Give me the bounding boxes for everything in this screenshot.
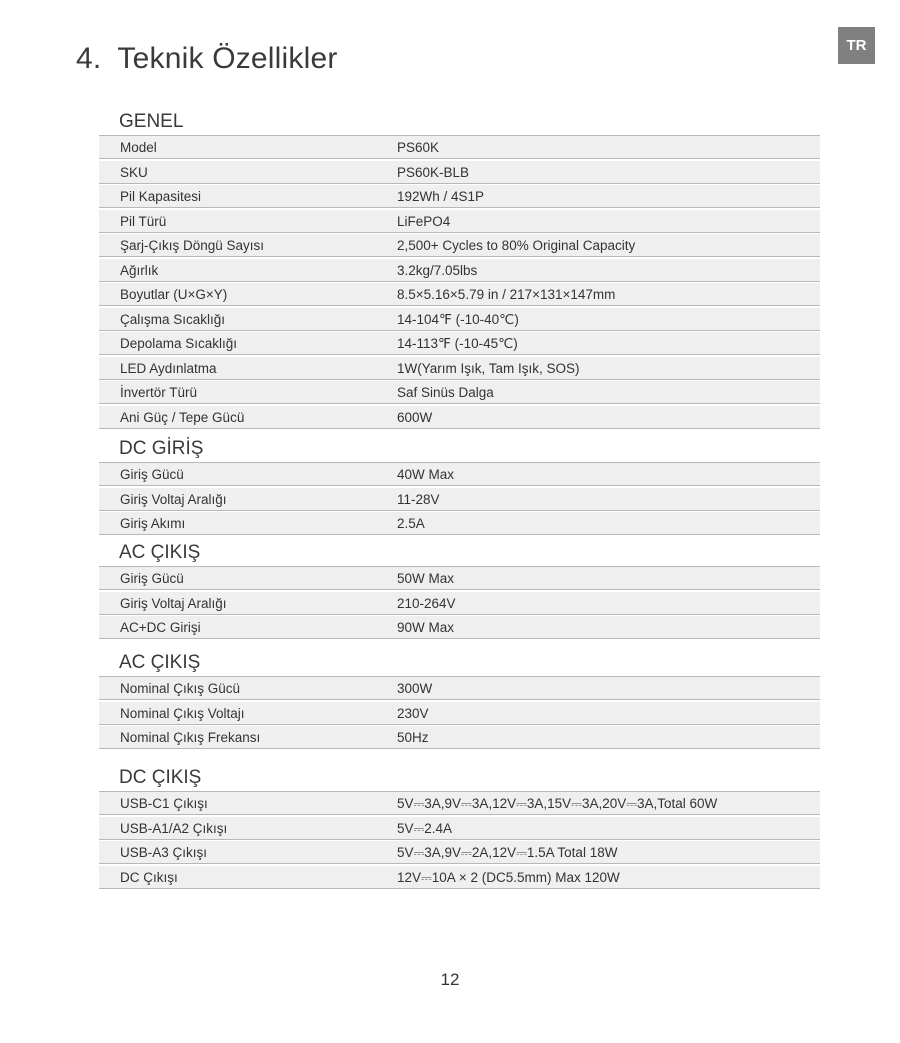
spec-value: 8.5×5.16×5.79 in / 217×131×147mm bbox=[391, 283, 820, 305]
spec-label: Pil Kapasitesi bbox=[99, 185, 384, 207]
spec-value: PS60K-BLB bbox=[391, 161, 820, 183]
spec-value: LiFePO4 bbox=[391, 210, 820, 232]
spec-value: PS60K bbox=[391, 136, 820, 158]
spec-row bbox=[99, 726, 820, 749]
language-badge: TR bbox=[838, 27, 875, 64]
spec-label: USB-C1 Çıkışı bbox=[99, 792, 384, 814]
spec-row bbox=[99, 512, 820, 535]
spec-row bbox=[99, 702, 820, 725]
spec-row bbox=[99, 866, 820, 889]
spec-row bbox=[99, 185, 820, 208]
spec-value: 14-113℉ (-10-45℃) bbox=[391, 332, 820, 354]
spec-row bbox=[99, 462, 820, 486]
spec-row bbox=[99, 283, 820, 306]
spec-row bbox=[99, 135, 820, 159]
section-dc-input bbox=[99, 436, 820, 537]
section-heading: GENEL bbox=[119, 111, 184, 132]
spec-label: Nominal Çıkış Gücü bbox=[99, 677, 384, 699]
section-title-text: Teknik Özellikler bbox=[117, 42, 338, 75]
spec-value: 50Hz bbox=[391, 726, 820, 748]
spec-row bbox=[99, 841, 820, 864]
spec-value: 3.2kg/7.05lbs bbox=[391, 259, 820, 281]
spec-row bbox=[99, 259, 820, 282]
spec-label: Nominal Çıkış Voltajı bbox=[99, 702, 384, 724]
spec-row bbox=[99, 616, 820, 639]
spec-label: DC Çıkışı bbox=[99, 866, 384, 888]
spec-value: 12V⎓10A × 2 (DC5.5mm) Max 120W bbox=[391, 866, 820, 888]
spec-value: 1W(Yarım Işık, Tam Işık, SOS) bbox=[391, 357, 820, 379]
spec-value: 192Wh / 4S1P bbox=[391, 185, 820, 207]
spec-row bbox=[99, 791, 820, 815]
spec-label: Ağırlık bbox=[99, 259, 384, 281]
spec-row bbox=[99, 566, 820, 590]
spec-row bbox=[99, 592, 820, 615]
spec-value: 50W Max bbox=[391, 567, 820, 589]
spec-label: Giriş Gücü bbox=[99, 463, 384, 485]
spec-label: Giriş Voltaj Aralığı bbox=[99, 488, 384, 510]
spec-value: 300W bbox=[391, 677, 820, 699]
section-heading: AC ÇIKIŞ bbox=[119, 652, 201, 673]
section-dc-output bbox=[99, 765, 820, 890]
spec-label: Giriş Akımı bbox=[99, 512, 384, 534]
spec-value: 14-104℉ (-10-40℃) bbox=[391, 308, 820, 330]
spec-value: 5V⎓3A,9V⎓3A,12V⎓3A,15V⎓3A,20V⎓3A,Total 60W bbox=[391, 792, 820, 814]
spec-row bbox=[99, 332, 820, 355]
section-heading: DC GİRİŞ bbox=[119, 438, 204, 459]
section-general bbox=[99, 109, 820, 430]
page-number: 12 bbox=[440, 970, 460, 989]
section-ac-output-input bbox=[99, 540, 820, 641]
spec-label: USB-A1/A2 Çıkışı bbox=[99, 817, 384, 839]
section-heading: DC ÇIKIŞ bbox=[119, 767, 202, 788]
spec-value: 2,500+ Cycles to 80% Original Capacity bbox=[391, 234, 820, 256]
spec-label: İnvertör Türü bbox=[99, 381, 384, 403]
spec-row bbox=[99, 234, 820, 257]
spec-label: Pil Türü bbox=[99, 210, 384, 232]
spec-label: AC+DC Girişi bbox=[99, 616, 384, 638]
spec-value: 210-264V bbox=[391, 592, 820, 614]
spec-row bbox=[99, 488, 820, 511]
spec-row bbox=[99, 381, 820, 404]
spec-value: 230V bbox=[391, 702, 820, 724]
spec-value: 11-28V bbox=[391, 488, 820, 510]
spec-value: Saf Sinüs Dalga bbox=[391, 381, 820, 403]
spec-row bbox=[99, 210, 820, 233]
spec-label: Şarj-Çıkış Döngü Sayısı bbox=[99, 234, 384, 256]
spec-value: 2.5A bbox=[391, 512, 820, 534]
spec-value: 90W Max bbox=[391, 616, 820, 638]
spec-label: Depolama Sıcaklığı bbox=[99, 332, 384, 354]
page-title bbox=[76, 42, 338, 76]
spec-value: 600W bbox=[391, 406, 820, 428]
spec-label: Nominal Çıkış Frekansı bbox=[99, 726, 384, 748]
spec-label: Boyutlar (U×G×Y) bbox=[99, 283, 384, 305]
spec-row bbox=[99, 357, 820, 380]
spec-label: Ani Güç / Tepe Gücü bbox=[99, 406, 384, 428]
section-ac-output bbox=[99, 650, 820, 751]
spec-label: SKU bbox=[99, 161, 384, 183]
spec-value: 5V⎓2.4A bbox=[391, 817, 820, 839]
section-number: 4. bbox=[76, 42, 102, 75]
spec-row bbox=[99, 817, 820, 840]
section-heading: AC ÇIKIŞ bbox=[119, 542, 201, 563]
spec-row bbox=[99, 308, 820, 331]
spec-label: LED Aydınlatma bbox=[99, 357, 384, 379]
spec-value: 40W Max bbox=[391, 463, 820, 485]
spec-label: Çalışma Sıcaklığı bbox=[99, 308, 384, 330]
spec-label: USB-A3 Çıkışı bbox=[99, 841, 384, 863]
spec-row bbox=[99, 406, 820, 429]
spec-label: Giriş Voltaj Aralığı bbox=[99, 592, 384, 614]
spec-label: Model bbox=[99, 136, 384, 158]
spec-row bbox=[99, 676, 820, 700]
spec-label: Giriş Gücü bbox=[99, 567, 384, 589]
spec-row bbox=[99, 161, 820, 184]
spec-value: 5V⎓3A,9V⎓2A,12V⎓1.5A Total 18W bbox=[391, 841, 820, 863]
